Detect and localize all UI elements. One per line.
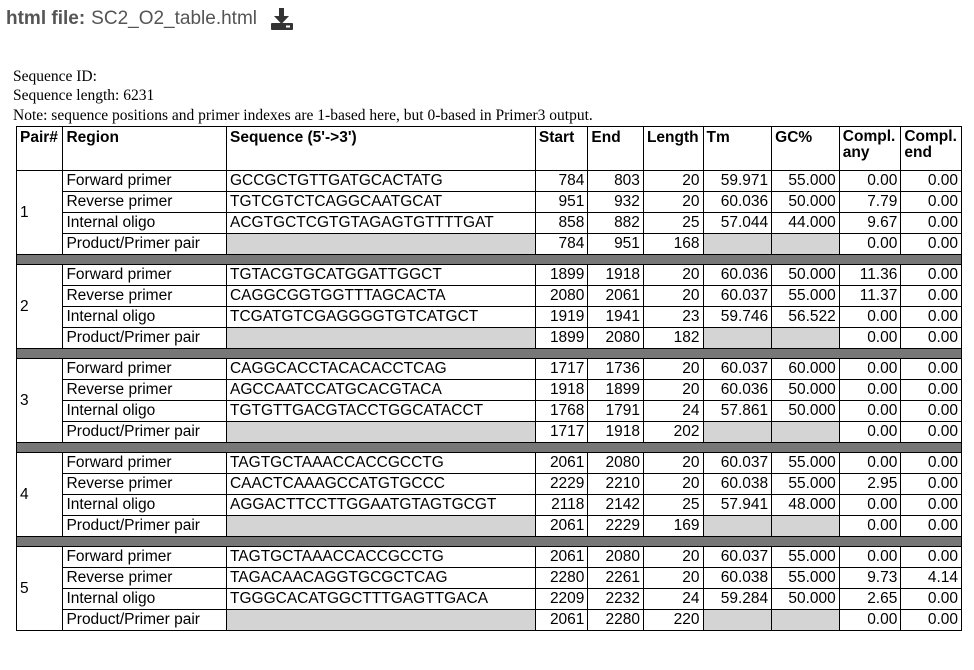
table-row [17,568,962,589]
compl-any-cell: 9.73 [839,568,901,589]
end-cell: 2080 [588,453,644,474]
file-name: SC2_O2_table.html [91,8,257,29]
sequence-meta [13,67,593,125]
gc-cell: 55.000 [772,568,840,589]
end-cell: 2061 [588,286,644,307]
col-pair: Pair# [17,127,63,171]
sequence-cell: AGCCAATCCATGCACGTACA [226,380,535,401]
sequence-cell: AGGACTTCCTTGGAATGTAGTGCGT [226,495,535,516]
col-end: End [588,127,644,171]
compl-end-cell: 0.00 [901,213,962,234]
gc-cell: 60.000 [772,359,840,380]
pair-separator [17,537,962,547]
start-cell: 951 [535,192,588,213]
end-cell: 1918 [588,265,644,286]
end-cell: 2280 [588,610,644,631]
compl-any-cell: 0.00 [839,516,901,537]
gc-cell [772,610,840,631]
compl-any-cell: 11.36 [839,265,901,286]
length-cell: 169 [643,516,703,537]
compl-end-cell: 0.00 [901,286,962,307]
pair-number: 5 [17,547,63,631]
tm-cell [703,234,772,255]
tm-cell: 60.037 [703,547,772,568]
table-row [17,359,962,380]
pair-number: 2 [17,265,63,349]
pair-separator [17,255,962,265]
region-cell: Internal oligo [63,495,227,516]
end-cell: 951 [588,234,644,255]
sequence-cell: GCCGCTGTTGATGCACTATG [226,171,535,192]
sequence-cell: TGGGCACATGGCTTTGAGTTGACA [226,589,535,610]
gc-cell: 50.000 [772,401,840,422]
length-cell: 168 [643,234,703,255]
gc-cell [772,422,840,443]
region-cell: Reverse primer [63,286,227,307]
start-cell: 1717 [535,359,588,380]
table-row [17,474,962,495]
indexing-note: Note: sequence positions and primer indexes are 1-based here, but 0-based in Primer3 output. [13,106,593,124]
start-cell: 784 [535,234,588,255]
table-row [17,213,962,234]
gc-cell: 55.000 [772,547,840,568]
file-label: html file [6,8,79,29]
region-cell: Reverse primer [63,568,227,589]
region-cell: Forward primer [63,547,227,568]
table-row [17,192,962,213]
start-cell: 1717 [535,422,588,443]
table-row [17,328,962,349]
start-cell: 2280 [535,568,588,589]
gc-cell: 48.000 [772,495,840,516]
sequence-cell [226,422,535,443]
region-cell: Forward primer [63,359,227,380]
length-cell: 20 [643,547,703,568]
tm-cell: 60.036 [703,265,772,286]
compl-end-cell: 0.00 [901,589,962,610]
end-cell: 1941 [588,307,644,328]
compl-any-cell: 0.00 [839,359,901,380]
table-row [17,516,962,537]
pair-separator [17,443,962,453]
length-cell: 23 [643,307,703,328]
region-cell: Internal oligo [63,401,227,422]
tm-cell: 59.284 [703,589,772,610]
length-cell: 20 [643,474,703,495]
pair-number: 1 [17,171,63,255]
end-cell: 882 [588,213,644,234]
sequence-cell: TAGACAACAGGTGCGCTCAG [226,568,535,589]
compl-end-cell: 0.00 [901,495,962,516]
sequence-cell [226,516,535,537]
tm-cell: 60.037 [703,453,772,474]
sequence-cell: TAGTGCTAAACCACCGCCTG [226,547,535,568]
tm-cell: 60.037 [703,286,772,307]
compl-any-cell: 0.00 [839,453,901,474]
tm-cell: 57.861 [703,401,772,422]
gc-cell [772,328,840,349]
sequence-cell [226,234,535,255]
length-cell: 24 [643,589,703,610]
sequence-cell: CAGGCGGTGGTTTAGCACTA [226,286,535,307]
tm-cell: 59.746 [703,307,772,328]
length-cell: 20 [643,453,703,474]
start-cell: 1768 [535,401,588,422]
col-sequence: Sequence (5'->3') [226,127,535,171]
gc-cell: 55.000 [772,474,840,495]
compl-any-cell: 0.00 [839,610,901,631]
end-cell: 1736 [588,359,644,380]
compl-any-cell: 0.00 [839,495,901,516]
length-cell: 25 [643,495,703,516]
sequence-cell: CAACTCAAAGCCATGTGCCC [226,474,535,495]
start-cell: 1899 [535,265,588,286]
start-cell: 2061 [535,547,588,568]
table-row [17,380,962,401]
region-cell: Internal oligo [63,213,227,234]
sequence-cell: CAGGCACCTACACACCTCAG [226,359,535,380]
compl-end-cell: 0.00 [901,265,962,286]
tm-cell: 59.971 [703,171,772,192]
length-cell: 182 [643,328,703,349]
table-row [17,422,962,443]
table-row [17,589,962,610]
gc-cell: 56.522 [772,307,840,328]
tm-cell [703,422,772,443]
col-compl-any: Compl. any [839,127,901,171]
end-cell: 2210 [588,474,644,495]
gc-cell: 50.000 [772,192,840,213]
compl-any-cell: 0.00 [839,380,901,401]
sequence-cell: TCGATGTCGAGGGGTGTCATGCT [226,307,535,328]
length-cell: 202 [643,422,703,443]
sequence-id: Sequence ID: [13,68,97,85]
end-cell: 2232 [588,589,644,610]
download-icon[interactable] [269,6,295,32]
table-row [17,265,962,286]
compl-end-cell: 0.00 [901,453,962,474]
table-row [17,453,962,474]
start-cell: 2061 [535,610,588,631]
table-row [17,286,962,307]
start-cell: 858 [535,213,588,234]
length-cell: 20 [643,286,703,307]
separator-cell [17,443,962,453]
region-cell: Product/Primer pair [63,234,227,255]
tm-cell: 57.941 [703,495,772,516]
region-cell: Product/Primer pair [63,610,227,631]
end-cell: 1918 [588,422,644,443]
compl-any-cell: 0.00 [839,171,901,192]
table-header-row [17,127,962,171]
compl-end-cell: 0.00 [901,307,962,328]
col-start: Start [535,127,588,171]
compl-any-cell: 11.37 [839,286,901,307]
table-row [17,610,962,631]
length-cell: 20 [643,265,703,286]
tm-cell: 60.038 [703,568,772,589]
tm-cell: 60.038 [703,474,772,495]
table-row [17,171,962,192]
pair-separator [17,349,962,359]
compl-end-cell: 0.00 [901,547,962,568]
compl-end-cell: 4.14 [901,568,962,589]
compl-any-cell: 0.00 [839,547,901,568]
end-cell: 803 [588,171,644,192]
region-cell: Forward primer [63,265,227,286]
region-cell: Product/Primer pair [63,328,227,349]
col-tm: Tm [703,127,772,171]
pair-number: 3 [17,359,63,443]
separator-cell [17,537,962,547]
compl-end-cell: 0.00 [901,474,962,495]
start-cell: 2229 [535,474,588,495]
file-header [6,6,295,32]
compl-any-cell: 2.95 [839,474,901,495]
sequence-cell: TGTACGTGCATGGATTGGCT [226,265,535,286]
region-cell: Forward primer [63,453,227,474]
separator-cell [17,255,962,265]
col-compl-end: Compl. end [901,127,962,171]
length-cell: 20 [643,568,703,589]
region-cell: Internal oligo [63,589,227,610]
table-body [17,171,962,631]
compl-any-cell: 0.00 [839,328,901,349]
sequence-cell [226,328,535,349]
region-cell: Internal oligo [63,307,227,328]
compl-any-cell: 0.00 [839,307,901,328]
length-cell: 220 [643,610,703,631]
tm-cell: 57.044 [703,213,772,234]
length-cell: 25 [643,213,703,234]
compl-end-cell: 0.00 [901,422,962,443]
compl-end-cell: 0.00 [901,359,962,380]
tm-cell [703,610,772,631]
region-cell: Reverse primer [63,474,227,495]
end-cell: 2142 [588,495,644,516]
pair-number: 4 [17,453,63,537]
table-row [17,401,962,422]
compl-end-cell: 0.00 [901,171,962,192]
start-cell: 2061 [535,516,588,537]
col-length: Length [643,127,703,171]
compl-any-cell: 0.00 [839,401,901,422]
gc-cell: 50.000 [772,265,840,286]
sequence-length: Sequence length: 6231 [13,87,155,105]
file-label-separator: : [78,8,86,29]
gc-cell: 55.000 [772,171,840,192]
compl-any-cell: 0.00 [839,422,901,443]
gc-cell [772,516,840,537]
tm-cell [703,516,772,537]
compl-end-cell: 0.00 [901,234,962,255]
compl-end-cell: 0.00 [901,516,962,537]
col-region: Region [63,127,227,171]
sequence-cell: TAGTGCTAAACCACCGCCTG [226,453,535,474]
end-cell: 932 [588,192,644,213]
sequence-cell: TGTGTTGACGTACCTGGCATACCT [226,401,535,422]
compl-end-cell: 0.00 [901,192,962,213]
compl-any-cell: 7.79 [839,192,901,213]
gc-cell [772,234,840,255]
primer-table [16,126,962,631]
start-cell: 2118 [535,495,588,516]
length-cell: 20 [643,192,703,213]
end-cell: 2229 [588,516,644,537]
sequence-cell: ACGTGCTCGTGTAGAGTGTTTTGAT [226,213,535,234]
compl-end-cell: 0.00 [901,328,962,349]
end-cell: 2080 [588,328,644,349]
region-cell: Product/Primer pair [63,516,227,537]
start-cell: 2061 [535,453,588,474]
start-cell: 1919 [535,307,588,328]
sequence-cell [226,610,535,631]
region-cell: Product/Primer pair [63,422,227,443]
compl-end-cell: 0.00 [901,380,962,401]
tm-cell: 60.037 [703,359,772,380]
gc-cell: 55.000 [772,286,840,307]
start-cell: 784 [535,171,588,192]
end-cell: 2080 [588,547,644,568]
table-row [17,307,962,328]
region-cell: Reverse primer [63,380,227,401]
start-cell: 1899 [535,328,588,349]
tm-cell [703,328,772,349]
start-cell: 2209 [535,589,588,610]
end-cell: 1791 [588,401,644,422]
region-cell: Reverse primer [63,192,227,213]
length-cell: 24 [643,401,703,422]
region-cell: Forward primer [63,171,227,192]
table-row [17,547,962,568]
length-cell: 20 [643,359,703,380]
separator-cell [17,349,962,359]
col-gc: GC% [772,127,840,171]
tm-cell: 60.036 [703,380,772,401]
start-cell: 1918 [535,380,588,401]
sequence-cell: TGTCGTCTCAGGCAATGCAT [226,192,535,213]
gc-cell: 50.000 [772,380,840,401]
gc-cell: 55.000 [772,453,840,474]
gc-cell: 50.000 [772,589,840,610]
tm-cell: 60.036 [703,192,772,213]
compl-end-cell: 0.00 [901,610,962,631]
table-row [17,234,962,255]
end-cell: 2261 [588,568,644,589]
compl-any-cell: 9.67 [839,213,901,234]
end-cell: 1899 [588,380,644,401]
table-row [17,495,962,516]
start-cell: 2080 [535,286,588,307]
length-cell: 20 [643,171,703,192]
compl-end-cell: 0.00 [901,401,962,422]
length-cell: 20 [643,380,703,401]
compl-any-cell: 2.65 [839,589,901,610]
compl-any-cell: 0.00 [839,234,901,255]
gc-cell: 44.000 [772,213,840,234]
